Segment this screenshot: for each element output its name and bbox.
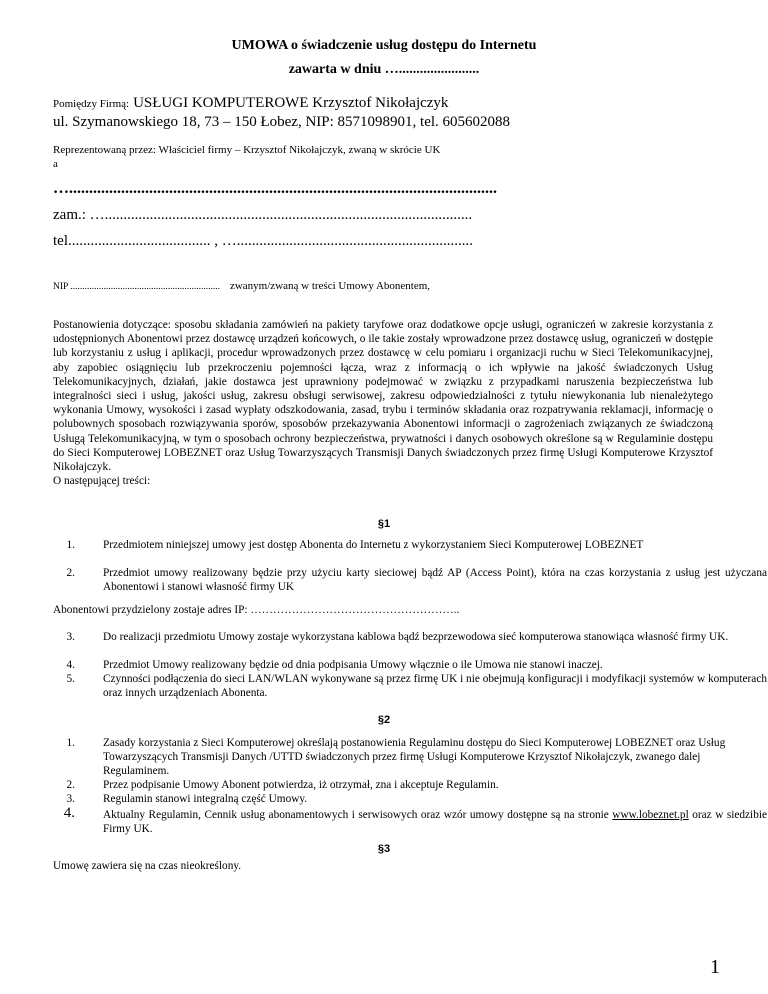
item-text: Zasady korzystania z Sieci Komputerowej określają postanowienia Regulaminu dostępu do Sieci Komputerowej LOBEZNET oraz Usług Towarzyszących Transmisji Danych /UTTD świadczonych przez firmę Usługi Komputerowe Krzysztof Nikołajczyk, zwanego dalej Regulaminem. — [103, 737, 726, 778]
conjunction-a: a — [53, 158, 58, 170]
section1-list-b — [53, 630, 768, 702]
item-text: Czynności podłączenia do sieci LAN/WLAN wykonywane są przez firmę UK i nie obejmują konfiguracji i modyfikacji systemów w komputerach oraz innych urządzeniach Abonenta. — [103, 673, 767, 700]
item-text — [103, 808, 767, 836]
section3-heading: §3 — [377, 843, 391, 855]
list-item — [53, 566, 768, 594]
item-text-after: oraz w siedzibie Firmy UK. — [103, 809, 768, 836]
item-text-before: Aktualny Regulamin, Cennik usług abonamentowych i serwisowych oraz wzór umowy dostępne są na stronie — [103, 809, 609, 821]
section1-heading: §1 — [377, 518, 391, 530]
nip-suffix: zwanym/zwaną w treści Umowy Abonentem, — [229, 280, 431, 292]
list-item — [53, 658, 768, 672]
subscriber-name-blank: …........................................................................................................... — [53, 180, 497, 197]
represented-line: Reprezentowaną przez: Właściciel firmy – Krzysztof Nikołajczyk, zwaną w skrócie UK — [53, 144, 441, 156]
ip-address-line: Abonentowi przydzielony zostaje adres IP: ……………………………………………….. — [53, 604, 460, 616]
list-item — [53, 672, 768, 700]
nip-label: NIP ............................................................... — [53, 282, 220, 292]
section3-text: Umowę zawiera się na czas nieokreślony. — [53, 860, 242, 872]
section1-list-a — [53, 538, 768, 598]
item-number: 1. — [66, 737, 75, 749]
firm-line — [53, 94, 448, 113]
list-item — [53, 736, 768, 778]
list-item — [53, 538, 768, 566]
list-item — [53, 778, 768, 792]
item-text: Regulamin stanowi integralną część Umowy. — [103, 793, 308, 805]
nip-line — [53, 276, 430, 294]
subscriber-address-blank: zam.: ….................................................................................................. — [53, 207, 473, 223]
section2-list — [53, 736, 768, 836]
firm-name: USŁUGI KOMPUTEROWE Krzysztof Nikołajczyk — [133, 95, 449, 111]
firm-prefix: Pomiędzy Firmą: — [53, 98, 130, 110]
section2-heading: §2 — [377, 714, 391, 726]
subscriber-phone-blank: tel...................................... , …............................................................... — [53, 233, 473, 249]
website-link[interactable]: www.lobeznet.pl — [612, 809, 689, 821]
firm-address: ul. Szymanowskiego 18, 73 – 150 Łobez, NIP: 8571098901, tel. 605602088 — [53, 114, 511, 130]
item-text: Przedmiot umowy realizowany będzie przy użyciu karty sieciowej bądź AP (Access Point), która na czas korzystania z usług jest użyczana Abonentowi i stanowi własność firmy UK — [103, 567, 767, 594]
item-number: 1. — [66, 539, 75, 551]
list-item — [53, 792, 768, 806]
item-number: 2. — [66, 779, 75, 791]
list-item — [53, 630, 768, 658]
item-number: 4. — [63, 805, 75, 821]
provisions-paragraph: Postanowienia dotyczące: sposobu składania zamówień na pakiety taryfowe oraz dodatkowe opcje usługi, ograniczeń w zakresie korzystania z udostępnionych Abonentowi przez dostawcę urządzeń końcowych, o ile takie zostały wprowadzone przez dostawcę usług, ograniczeń w dostępie lub korzystaniu z usług i aplikacji, procedur wprowadzonych przez dostawcę w celu pomiaru i organizacji ruchu w Sieci Telekomunikacyjnej, aby zapobiec osiągnięciu lub przekroczeniu pojemności łącza, wraz z informacją o ich wpływie na jakość świadczonych Usług Telekomunikacyjnych, działań, jakie dostawca jest uprawniony podejmować w związku z przypadkami naruszenia bezpieczeństwa lub integralności sieci i usług, jakości usług, zakresu obsługi serwisowej, zakresu odpowiedzialności z tytułu niewykonania lub nienależytego wykonania Umowy, wysokości i zasad wypłaty odszkodowania, zasad, trybu i terminów składania oraz rozpatrywania reklamacji, informację o polubownych sposobach rozwiązywania sporów, sposobów przekazywania Abonentowi informacji o zagrożeniach związanych ze świadczoną Usługą Telekomunikacyjną, w tym o sposobach ochrony bezpieczeństwa, prywatności i danych osobowych określone są w Regulaminie dostępu do Sieci Komputerowej LOBEZNET oraz Usług Towarzyszących Transmisji Danych świadczonych przez firmę Usługi Komputerowe Krzysztof Nikołajczyk. — [53, 319, 713, 474]
document-title: UMOWA o świadczenie usług dostępu do Internetu — [231, 38, 537, 53]
item-text: Przedmiotem niniejszej umowy jest dostęp Abonenta do Internetu z wykorzystaniem Sieci Komputerowej LOBEZNET — [103, 539, 644, 551]
item-number: 5. — [66, 673, 75, 685]
item-text: Przez podpisanie Umowy Abonent potwierdza, iż otrzymał, zna i akceptuje Regulamin. — [103, 779, 499, 791]
item-number: 3. — [66, 631, 75, 643]
item-text: Do realizacji przedmiotu Umowy zostaje wykorzystana kablowa bądź bezprzewodowa sieć komputerowa stanowiąca własność firmy UK. — [103, 631, 729, 643]
item-number: 2. — [66, 567, 75, 579]
following-line: O następującej treści: — [53, 475, 151, 487]
item-text: Przedmiot Umowy realizowany będzie od dnia podpisania Umowy włącznie o ile Umowa nie stanowi inaczej. — [103, 659, 603, 671]
item-number: 3. — [66, 793, 75, 805]
list-item — [53, 805, 768, 836]
page-number: 1 — [710, 956, 720, 978]
document-subtitle: zawarta w dniu …....................... — [288, 62, 480, 77]
item-number: 4. — [66, 659, 75, 671]
